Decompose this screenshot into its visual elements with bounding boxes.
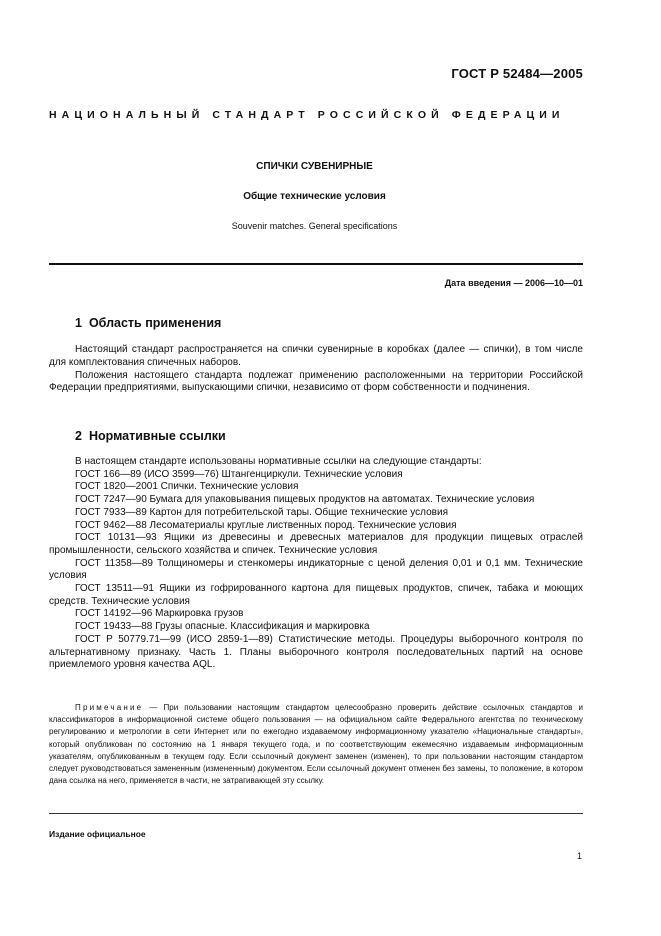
reference-item: ГОСТ 1820—2001 Спички. Технические условия	[75, 481, 299, 493]
page-number: 1	[576, 851, 582, 861]
section-1-title: Область применения	[88, 316, 222, 330]
section-1-heading	[75, 316, 221, 330]
reference-item: ГОСТ 166—89 (ИСО 3599—76) Штангенциркули. Технические условия	[75, 468, 403, 480]
section-1-number: 1	[75, 316, 82, 330]
reference-item: ГОСТ 7933—89 Картон для потребительской тары. Общие технические условия	[75, 506, 448, 518]
note-label: Примечание	[75, 703, 144, 712]
reference-item: ГОСТ 7247—90 Бумага для упаковывания пищевых продуктов на автоматах. Технические условия	[75, 494, 535, 506]
section-2-title: Нормативные ссылки	[88, 429, 226, 443]
reference-item: ГОСТ 11358—89 Толщиномеры и стенкомеры индикаторные с ценой деления 0,01 и 0,1 мм. Технические условия	[49, 557, 583, 582]
references-intro: В настоящем стандарте использованы нормативные ссылки на следующие стандарты:	[75, 456, 482, 467]
section-2-heading	[75, 429, 226, 443]
standard-title: СПИЧКИ СУВЕНИРНЫЕ	[256, 161, 373, 172]
standard-subtitle: Общие технические условия	[243, 191, 386, 202]
header-divider	[49, 263, 583, 265]
document-code: ГОСТ Р 52484—2005	[451, 66, 583, 81]
reference-item: ГОСТ Р 50779.71—99 (ИСО 2859-1—89) Статистические методы. Процедуры выборочного контроля по альтернативному признаку. Часть 1. Планы выборочного контроля последовательных партий на основе приемлемого уровня качества AQL.	[49, 633, 583, 671]
reference-item: ГОСТ 10131—93 Ящики из древесины и древесных материалов для продукции пищевых отраслей промышленности, сельского хозяйства и спичек. Технические условия	[49, 532, 583, 556]
section-1-body	[49, 344, 583, 395]
reference-item: ГОСТ 14192—96 Маркировка грузов	[75, 608, 244, 620]
normative-references	[49, 456, 583, 672]
reference-item: ГОСТ 13511—91 Ящики из гофрированного картона для пищевых продуктов, спичек, табака и моющих средств. Технические условия	[49, 583, 583, 607]
references-note	[49, 702, 583, 787]
reference-item: ГОСТ 19433—88 Грузы опасные. Классификация и маркировка	[75, 621, 370, 633]
footer-divider	[49, 813, 583, 814]
note-text: — При пользовании настоящим стандартом целесообразно проверить действие ссылочных стандартов и классификаторов в информационной системе общего пользования — на официальном сайте Федерального агентства по техническому регулированию и метрологии в сети Интернет или по ежегодно издаваемому информационному указателю «Национальные стандарты», который опубликован по состоянию на 1 января текущего года, и по соответствующим ежемесячно издаваемым информационным указателям, опубликованным в текущем году. Если ссылочный документ заменен (изменен), то при пользовании настоящим стандартом следует руководствоваться замененным (измененным) документом. Если ссылочный документ отменен без замены, то положение, в котором дана ссылка на него, применяется в части, не затрагивающей эту ссылку.	[49, 703, 583, 786]
english-title: Souvenir matches. General specifications	[231, 221, 398, 231]
national-standard-title: НАЦИОНАЛЬНЫЙ СТАНДАРТ РОССИЙСКОЙ ФЕДЕРАЦИИ	[49, 109, 565, 121]
official-edition-label: Издание официальное	[49, 829, 146, 839]
introduction-date: Дата введения — 2006—10—01	[444, 278, 583, 288]
section-2-number: 2	[75, 429, 82, 443]
reference-item: ГОСТ 9462—88 Лесоматериалы круглые лиственных пород. Технические условия	[75, 519, 457, 531]
section-1-paragraph: Положения настоящего стандарта подлежат применению расположенными на территории Российской Федерации предприятиями, выпускающими спички, независимо от форм собственности и подчинения.	[49, 369, 583, 394]
section-1-paragraph: Настоящий стандарт распространяется на спички сувенирные в коробках (далее — спички), в том числе для комплектования спичечных наборов.	[49, 344, 583, 368]
